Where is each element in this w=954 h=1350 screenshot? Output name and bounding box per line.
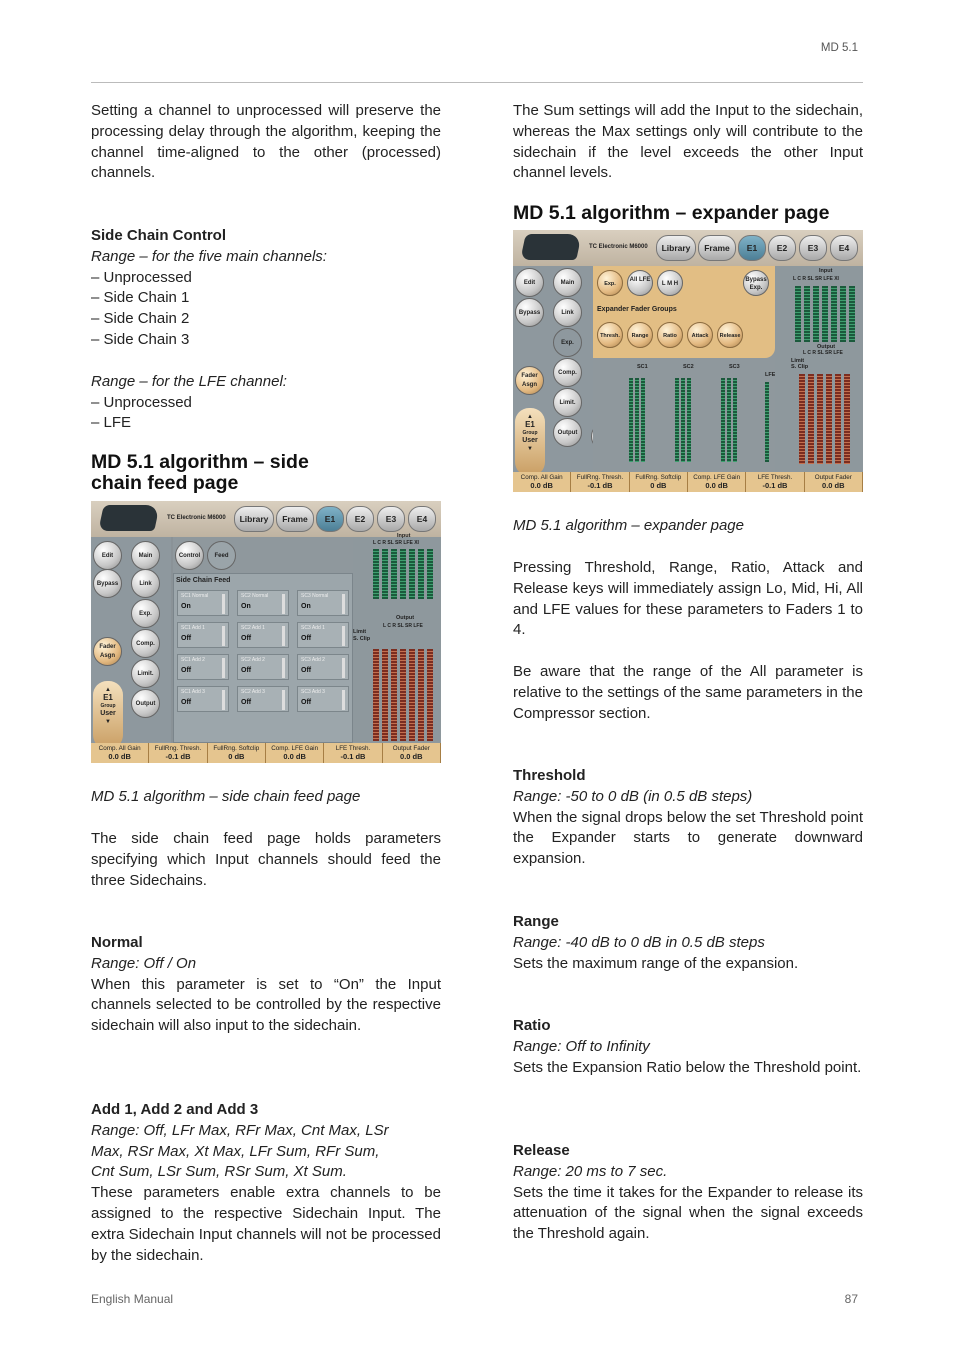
cell-label: SC1 Add 2 [181, 657, 205, 663]
page-number: 87 [844, 1292, 858, 1306]
cell-value: Off [181, 635, 192, 642]
group-user: User [100, 710, 116, 717]
feed-description: The side chain feed page holds parameters specifying which Input channels should feed the three Sidechains. [91, 830, 441, 889]
fader-label: LFE Thresh. [335, 745, 371, 752]
range-main-channels: Range – for the five main channels: [91, 247, 327, 265]
fader-knob-icon [342, 658, 345, 678]
limit-label: Limit [791, 358, 805, 364]
fader-value: 0.0 dB [705, 481, 728, 490]
input-label: Input [397, 533, 411, 539]
group-name: E1 [103, 693, 113, 702]
tab-e4[interactable]: E4 [830, 235, 858, 261]
add-title: Add 1, Add 2 and Add 3 [91, 1101, 259, 1118]
release-text: Sets the time it takes for the Expander to release its attenuation of the signal when the signal exceeds the Threshold again. [513, 1183, 863, 1243]
limit-button[interactable]: Limit. [553, 388, 582, 417]
fader-label: Output Fader [814, 474, 852, 481]
fader-cell[interactable] [266, 743, 324, 763]
threshold-text: When the signal drops below the set Threshold point the Expander starts to generate downward expansion. [513, 808, 863, 868]
expander-paragraph-1: Pressing Threshold, Range, Ratio, Attack and Release keys will immediately assign Lo, Mid, Hi, All and LFE values for these parameters to Faders 1 to 4. [513, 559, 863, 639]
feed-cell[interactable] [237, 686, 289, 712]
group-label: Group [522, 430, 538, 436]
fader-knob-icon [222, 594, 225, 614]
sc1-meters [629, 378, 645, 462]
attack-key[interactable]: Attack [687, 322, 713, 348]
control-tab[interactable]: Control [175, 541, 204, 570]
bypass-button[interactable]: Bypass [515, 298, 544, 327]
heading-line: MD 5.1 algorithm – side [91, 451, 309, 473]
cell-label: SC1 Add 1 [181, 625, 205, 631]
chevron-down-icon[interactable]: ▼ [527, 446, 533, 452]
cell-value: Off [301, 635, 312, 642]
output-channel-labels: L C R SL SR LFE [383, 623, 423, 629]
group-selector[interactable] [93, 681, 123, 749]
range-key[interactable]: Range [627, 322, 653, 348]
fader-knob-icon [282, 626, 285, 646]
feed-cell[interactable] [177, 686, 229, 712]
list-item: – Unprocessed [91, 393, 192, 411]
sc3-meters [721, 378, 737, 462]
footer-manual-label: English Manual [91, 1292, 174, 1306]
normal-title: Normal [91, 934, 143, 951]
cell-value: On [301, 603, 311, 610]
normal-section [91, 933, 441, 1037]
sc1-label: SC1 [637, 364, 648, 370]
fader-knob-icon [282, 594, 285, 614]
comp-button[interactable]: Comp. [553, 358, 582, 387]
output-meter-bars [799, 374, 850, 464]
fader-knob-icon [282, 690, 285, 710]
fader-label: FullRng. Thresh. [576, 474, 624, 481]
fader-groups-title: Expander Fader Groups [597, 306, 677, 313]
ratio-text: Sets the Expansion Ratio below the Threshold point. [513, 1058, 862, 1076]
feed-caption: MD 5.1 algorithm – side chain feed page [91, 788, 361, 805]
release-title: Release [513, 1142, 570, 1159]
tab-e3[interactable]: E3 [377, 506, 405, 532]
panel-title: Side Chain Feed [176, 577, 231, 584]
ratio-title: Ratio [513, 1017, 551, 1034]
cell-value: Off [301, 699, 312, 706]
fader-knob-icon [222, 626, 225, 646]
group-user: User [522, 437, 538, 444]
expander-heading: MD 5.1 algorithm – expander page [513, 202, 830, 224]
exp-button[interactable]: Exp. [553, 328, 582, 357]
comp-button[interactable]: Comp. [131, 629, 160, 658]
level-meters [353, 533, 441, 743]
fader-knob-icon [282, 658, 285, 678]
cell-value: Off [181, 667, 192, 674]
fader-label: Comp. LFE Gain [693, 474, 741, 481]
fader-cell[interactable] [324, 743, 382, 763]
fader-label: Comp. LFE Gain [271, 745, 319, 752]
brand-label: TC Electronic M6000 [167, 515, 226, 521]
feed-cell[interactable] [177, 654, 229, 680]
range-range: Range: -40 dB to 0 dB in 0.5 dB steps [513, 933, 765, 951]
main-panel [593, 266, 775, 472]
chevron-down-icon[interactable]: ▼ [105, 719, 111, 725]
cell-value: Off [241, 699, 252, 706]
input-channel-labels: L C R SL SR LFE XI [373, 540, 419, 546]
tab-library[interactable]: Library [656, 235, 696, 261]
link-button[interactable]: Link [553, 298, 582, 327]
sc3-label: SC3 [729, 364, 740, 370]
edit-button[interactable]: Edit [93, 541, 122, 570]
cell-label: SC2 Add 1 [241, 625, 265, 631]
feed-cell[interactable] [237, 654, 289, 680]
threshold-key[interactable]: Thresh. [597, 322, 623, 348]
cell-label: SC3 Add 1 [301, 625, 325, 631]
limit-label: Limit [353, 629, 367, 635]
tab-e4[interactable]: E4 [408, 506, 436, 532]
fader-label: Comp. All Gain [520, 474, 563, 481]
sclip-label: S. Clip [791, 364, 809, 370]
fader-value: 0.0 dB [400, 752, 423, 761]
cell-value: Off [241, 667, 252, 674]
top-bar [91, 501, 441, 537]
range-title: Range [513, 913, 559, 930]
feed-cell[interactable] [237, 590, 289, 616]
tab-frame[interactable]: Frame [276, 506, 314, 532]
threshold-title: Threshold [513, 767, 586, 784]
all-lfe-button[interactable]: All LFE [627, 270, 653, 296]
normal-text: When this parameter is set to “On” the Input channels selected to be controlled by the respective sidechain will also input to the sidechain. [91, 975, 441, 1035]
fader-value: 0 dB [650, 481, 667, 490]
bypass-exp-button[interactable]: Bypass Exp. [743, 270, 769, 296]
add-range-line: Range: Off, LFr Max, RFr Max, Cnt Max, LSr [91, 1121, 389, 1139]
exp-button[interactable]: Exp. [131, 599, 160, 628]
ratio-key[interactable]: Ratio [657, 322, 683, 348]
feed-cell[interactable] [297, 686, 349, 712]
link-button[interactable]: Link [131, 569, 160, 598]
main-button[interactable]: Main [553, 268, 582, 297]
fader-value: 0.0 dB [283, 752, 306, 761]
fader-knob-icon [342, 690, 345, 710]
output-label: Output [396, 615, 415, 621]
fader-cell[interactable] [746, 472, 804, 492]
top-bar [513, 230, 863, 266]
chevron-up-icon[interactable]: ▲ [105, 687, 111, 693]
level-meters [775, 266, 863, 472]
list-item: – Side Chain 3 [91, 330, 190, 348]
tab-e2[interactable]: E2 [346, 506, 374, 532]
range-lfe-channel: Range – for the LFE channel: [91, 372, 287, 390]
side-chain-feed-screenshot [91, 501, 441, 763]
normal-range: Range: Off / On [91, 954, 197, 972]
fader-cell[interactable] [513, 472, 571, 492]
fader-cell[interactable] [208, 743, 266, 763]
tab-e1[interactable]: E1 [738, 235, 766, 261]
list-item: – Side Chain 1 [91, 289, 190, 307]
add-section [91, 1100, 441, 1266]
fader-strip [91, 743, 441, 763]
exp-tab[interactable]: Exp. [597, 270, 623, 296]
fader-knob-icon [222, 690, 225, 710]
ratio-range: Range: Off to Infinity [513, 1037, 650, 1055]
cell-label: SC2 Add 3 [241, 689, 265, 695]
heading-line: chain feed page [91, 472, 239, 494]
input-meter-bars [795, 286, 855, 342]
range-text: Sets the maximum range of the expansion. [513, 954, 799, 972]
fader-label: FullRng. Softclip [213, 745, 260, 752]
expander-caption: MD 5.1 algorithm – expander page [513, 517, 744, 534]
release-section [513, 1141, 863, 1245]
lmh-button[interactable]: L M H [657, 270, 683, 296]
brand-label: TC Electronic M6000 [589, 244, 648, 250]
input-meter-bars [373, 549, 433, 599]
output-label: Output [817, 344, 836, 350]
fader-label: FullRng. Softclip [635, 474, 682, 481]
sclip-label: S. Clip [353, 636, 371, 642]
expander-screenshot [513, 230, 863, 492]
list-item: – Side Chain 2 [91, 310, 190, 328]
cell-label: SC3 Add 2 [301, 657, 325, 663]
device-logo [520, 234, 582, 260]
add-text: These parameters enable extra channels to be assigned to the respective Sidechain Input. The extra Sidechain Input channels will not be processed by the sidechain. [91, 1184, 441, 1264]
add-range-line: Max, RSr Max, Xt Max, LFr Sum, RFr Sum, [91, 1142, 380, 1160]
fader-value: 0 dB [228, 752, 245, 761]
feed-cell[interactable] [177, 590, 229, 616]
fader-knob-icon [342, 594, 345, 614]
left-column [91, 101, 441, 184]
fader-knob-icon [342, 626, 345, 646]
side-chain-control-section [91, 226, 441, 434]
output-button[interactable]: Output [131, 689, 160, 718]
fader-label: LFE Thresh. [757, 474, 793, 481]
feed-cell[interactable] [237, 622, 289, 648]
cell-label: SC2 Normal [241, 593, 269, 599]
feed-cell[interactable] [297, 590, 349, 616]
output-channel-labels: L C R SL SR LFE [803, 350, 843, 356]
threshold-section [513, 766, 863, 870]
cell-value: On [241, 603, 251, 610]
fader-value: -0.1 dB [587, 481, 613, 490]
threshold-range: Range: -50 to 0 dB (in 0.5 dB steps) [513, 787, 753, 805]
feed-cell[interactable] [297, 654, 349, 680]
group-selector[interactable] [515, 408, 545, 476]
running-header: MD 5.1 [820, 42, 858, 54]
feed-cell[interactable] [297, 622, 349, 648]
cell-label: SC3 Normal [301, 593, 329, 599]
add-range-line: Cnt Sum, LSr Sum, RSr Sum, Xt Sum. [91, 1163, 347, 1181]
tab-e3[interactable]: E3 [799, 235, 827, 261]
tab-e2[interactable]: E2 [768, 235, 796, 261]
output-button[interactable]: Output [553, 418, 582, 447]
group-name: E1 [525, 420, 535, 429]
bypass-button[interactable]: Bypass [93, 569, 122, 598]
limit-button[interactable]: Limit. [131, 659, 160, 688]
intro-paragraph: Setting a channel to unprocessed will preserve the processing delay through the algorithm, keeping the channel time-aligned to the other (processed) channels. [91, 102, 441, 182]
fader-cell[interactable] [688, 472, 746, 492]
cell-value: Off [181, 699, 192, 706]
side-chain-feed-panel [173, 573, 353, 743]
fader-value: -0.1 dB [165, 752, 191, 761]
fader-cell[interactable] [383, 743, 441, 763]
release-key[interactable]: Release [717, 322, 743, 348]
input-channel-labels: L C R SL SR LFE XI [793, 276, 839, 282]
cell-label: SC1 Add 3 [181, 689, 205, 695]
cell-label: SC2 Add 2 [241, 657, 265, 663]
fader-value: 0.0 dB [530, 481, 553, 490]
main-button[interactable]: Main [131, 541, 160, 570]
fader-value: -0.1 dB [340, 752, 366, 761]
fader-cell[interactable] [571, 472, 629, 492]
fader-label: Comp. All Gain [98, 745, 141, 752]
lfe-meter [765, 382, 769, 462]
right-intro: The Sum settings will add the Input to the sidechain, whereas the Max settings only will contribute to the sidechain if the level exceeds the other Input channel levels. [513, 102, 863, 182]
group-label: Group [100, 703, 116, 709]
release-range: Range: 20 ms to 7 sec. [513, 1162, 668, 1180]
cell-label: SC3 Add 3 [301, 689, 325, 695]
list-item: – Unprocessed [91, 268, 192, 286]
tab-e1[interactable]: E1 [316, 506, 344, 532]
edit-button[interactable]: Edit [515, 268, 544, 297]
fader-label: FullRng. Thresh. [154, 745, 202, 752]
main-panel [173, 537, 353, 743]
expander-paragraph-2: Be aware that the range of the All parameter is relative to the settings of the same parameters in the Compressor section. [513, 663, 863, 722]
fader-value: -0.1 dB [762, 481, 788, 490]
cell-value: Off [241, 635, 252, 642]
fader-cell[interactable] [630, 472, 688, 492]
sc2-label: SC2 [683, 364, 694, 370]
cell-value: On [181, 603, 191, 610]
fader-cell[interactable] [149, 743, 207, 763]
side-chain-control-title: Side Chain Control [91, 227, 226, 244]
fader-assign-button[interactable]: Fader Asgn [515, 366, 544, 395]
tab-frame[interactable]: Frame [698, 235, 736, 261]
output-meter-bars [373, 649, 433, 741]
fader-strip [513, 472, 863, 492]
cell-label: SC1 Normal [181, 593, 209, 599]
cell-value: Off [301, 667, 312, 674]
feed-tab[interactable]: Feed [207, 541, 236, 570]
lfe-label: LFE [765, 372, 776, 378]
input-label: Input [819, 268, 833, 274]
fader-value: 0.0 dB [108, 752, 131, 761]
fader-cell[interactable] [91, 743, 149, 763]
header-rule [91, 82, 863, 83]
fader-cell[interactable] [805, 472, 863, 492]
ratio-section [513, 1016, 863, 1078]
sc2-meters [675, 378, 691, 462]
side-chain-feed-heading [91, 452, 309, 494]
device-logo [98, 505, 160, 531]
tab-library[interactable]: Library [234, 506, 274, 532]
range-section [513, 912, 863, 974]
fader-value: 0.0 dB [822, 481, 845, 490]
list-item: – LFE [91, 414, 132, 432]
fader-knob-icon [222, 658, 225, 678]
fader-label: Output Fader [392, 745, 430, 752]
feed-cell[interactable] [177, 622, 229, 648]
chevron-up-icon[interactable]: ▲ [527, 414, 533, 420]
fader-assign-button[interactable]: Fader Asgn [93, 637, 122, 666]
